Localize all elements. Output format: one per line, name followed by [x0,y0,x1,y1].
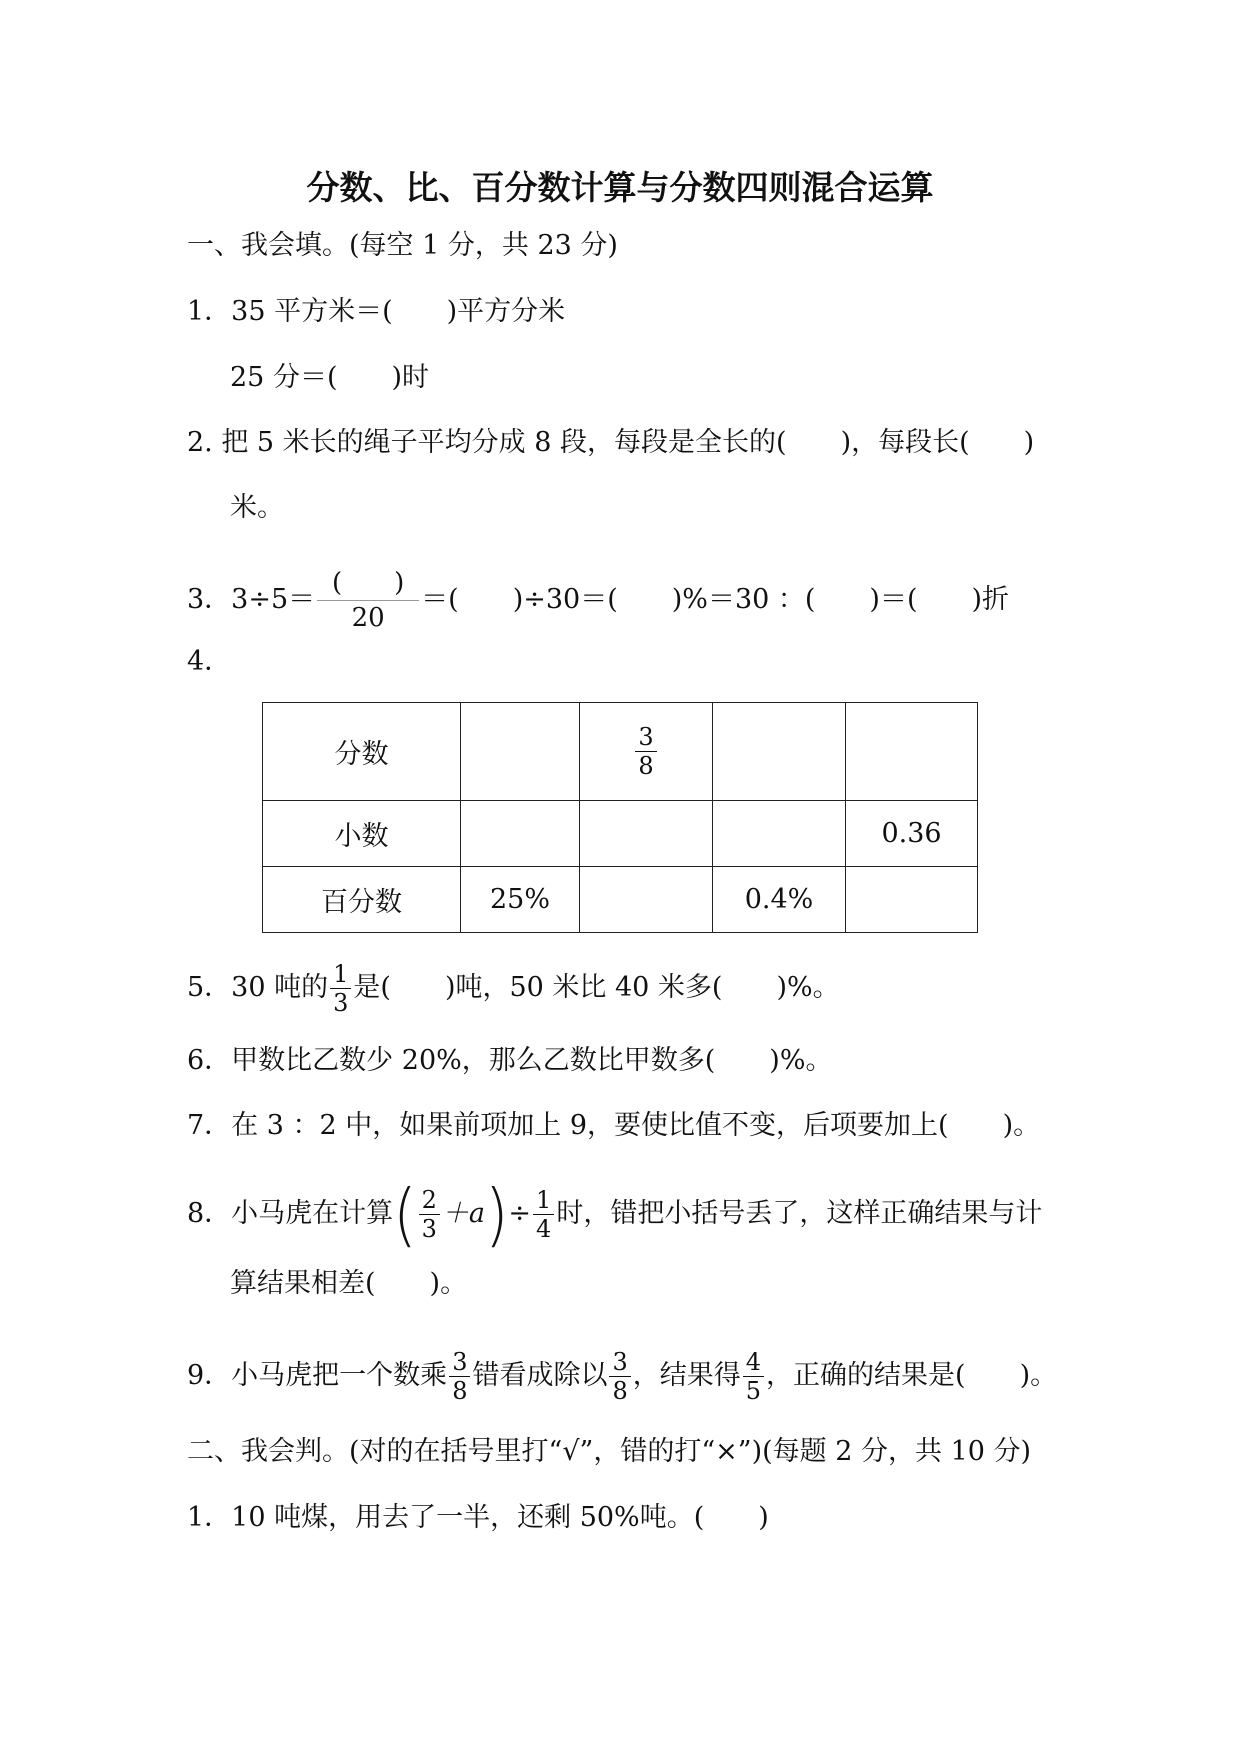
table-cell [580,801,713,867]
q5-suffix: 是( )吨，50 米比 40 米多( )%。 [353,972,840,1003]
q8-line1 [187,1174,1043,1255]
table-row [263,867,978,933]
q2-line2: 米。 [230,492,284,523]
q5 [187,960,840,1017]
table-row [263,801,978,867]
frac-den: 8 [638,752,654,780]
table-cell [713,801,846,867]
frac-num: 4 [743,1348,764,1377]
q9-fraction-1 [449,1348,470,1405]
q8-fraction [533,1186,554,1243]
q9-mid2: ，结果得 [632,1360,741,1391]
row-header-percent: 百分数 [263,867,461,933]
q2-line1: 2. 把 5 米长的绳子平均分成 8 段，每段是全长的( )，每段长( ) [187,427,1035,458]
table-cell [461,801,580,867]
table-cell: 0.4% [713,867,846,933]
q3-frac-den: 20 [351,603,385,633]
q9 [187,1348,1057,1405]
section2-heading: 二、我会判。(对的在括号里打“√”，错的打“×”)(每题 2 分，共 10 分) [187,1436,1032,1467]
frac-den: 3 [333,989,349,1017]
q4-label: 4． [187,646,232,677]
q1-line2: 25 分＝( )时 [230,362,430,393]
q3-prefix: 3．3÷5＝ [187,584,316,615]
q5-prefix: 5．30 吨的 [187,972,329,1003]
table-cell [461,703,580,801]
q5-fraction [330,960,351,1017]
frac-den: 8 [612,1377,628,1405]
frac-den: 5 [745,1377,762,1405]
q7: 7．在 3 ：2 中，如果前项加上 9，要使比值不变，后项要加上( )。 [187,1110,1041,1141]
right-paren: ) [485,1174,509,1255]
table-cell-fraction [580,703,713,801]
table-cell [846,703,978,801]
q8-inner-rest: ＋a [441,1198,485,1229]
table-cell [713,703,846,801]
q9-mid1: 错看成除以 [472,1360,608,1391]
fraction-3-8 [635,723,656,780]
q9-fraction-3 [743,1348,764,1405]
frac-num: 3 [449,1348,470,1377]
table-cell: 25% [461,867,580,933]
frac-num: 1 [533,1186,554,1215]
q9-fraction-2 [609,1348,630,1405]
table-cell: 0.36 [846,801,978,867]
q1-line1: 1．35 平方米＝( )平方分米 [187,296,566,327]
q3-frac-num: ( ) [317,566,419,601]
conversion-table [262,702,978,933]
table-row [263,703,978,801]
frac-den: 3 [421,1215,437,1243]
frac-num: 3 [609,1348,630,1377]
table-cell [846,867,978,933]
left-paren: ( [393,1174,417,1255]
q8-prefix: 8．小马虎在计算 [187,1198,394,1229]
q9-prefix: 9．小马虎把一个数乘 [187,1360,448,1391]
q8-suffix: 时，错把小括号丢了，这样正确结果与计 [556,1198,1043,1229]
q8-line2: 算结果相差( )。 [230,1268,468,1299]
frac-num: 3 [635,723,656,752]
q8-div: ÷ [508,1198,532,1229]
q8-inner-fraction [419,1186,440,1243]
section1-heading: 一、我会填。(每空 1 分，共 23 分) [187,230,618,261]
frac-num: 2 [419,1186,440,1215]
row-header-decimal: 小数 [263,801,461,867]
page-title: 分数、比、百分数计算与分数四则混合运算 [306,168,934,207]
q3-fraction [317,566,419,635]
q9-suffix: ，正确的结果是( )。 [766,1360,1058,1391]
q6: 6．甲数比乙数少 20%，那么乙数比甲数多( )%。 [187,1045,833,1076]
frac-den: 8 [452,1377,468,1405]
frac-den: 4 [536,1215,552,1243]
frac-num: 1 [330,960,351,989]
q3-suffix: ＝( )÷30＝( )%＝30 ：( )＝( )折 [421,584,1010,615]
row-header-fraction: 分数 [263,703,461,801]
q3 [187,566,1009,635]
table-cell [580,867,713,933]
s2-q1: 1．10 吨煤，用去了一半，还剩 50%吨。( ) [187,1502,769,1533]
